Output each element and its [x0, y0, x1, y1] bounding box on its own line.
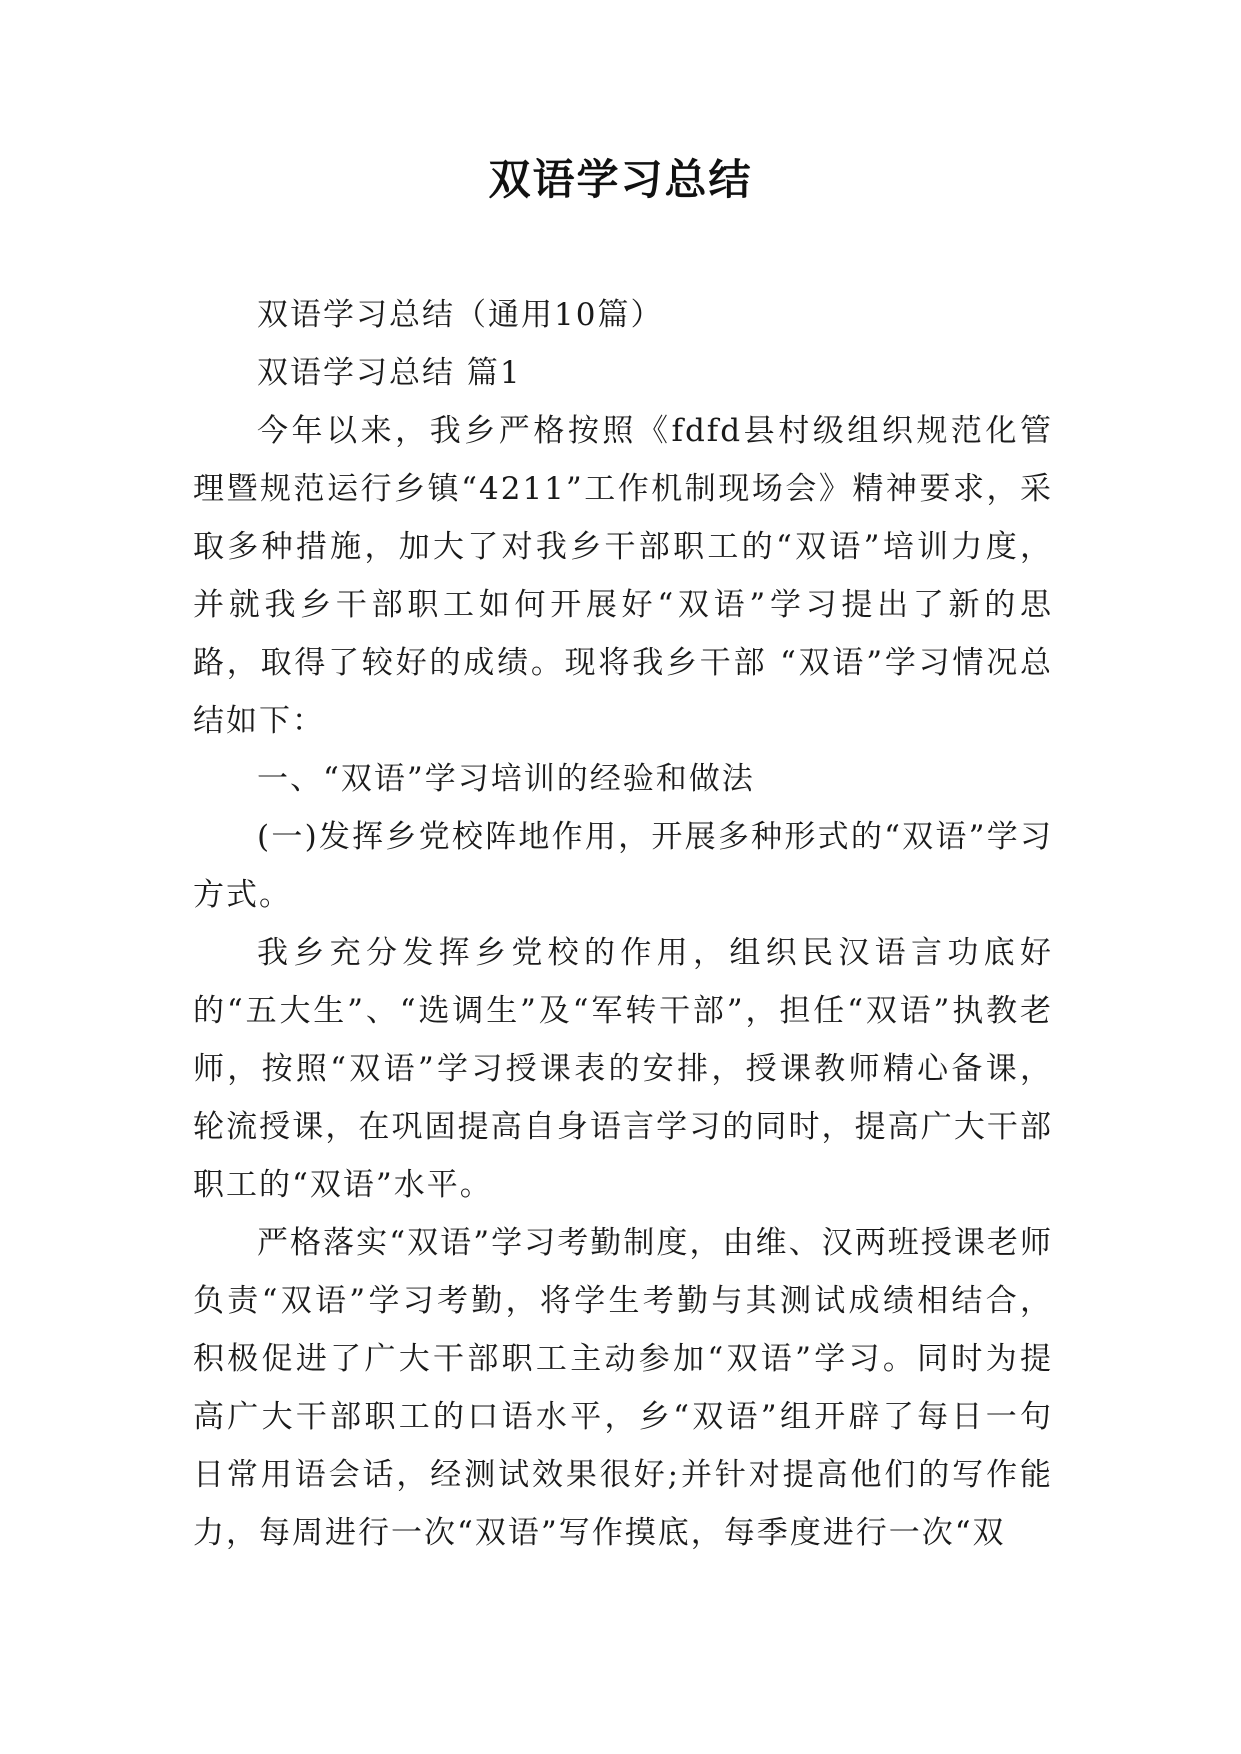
body-paragraph: 今年以来，我乡严格按照《fdfd县村级组织规范化管理暨规范运行乡镇“4211”工作机制现场会》精神要求，采取多种措施，加大了对我乡干部职工的“双语”培训力度，并就我乡干部职工如何开展好“双语”学习提出了新的思路，取得了较好的成绩。现将我乡干部 “双语”学习情况总结如下：: [193, 413, 1053, 739]
body-paragraph: 严格落实“双语”学习考勤制度，由维、汉两班授课老师负责“双语”学习考勤，将学生考勤与其测试成绩相结合，积极促进了广大干部职工主动参加“双语”学习。同时为提高广大干部职工的口语水平，乡“双语”组开辟了每日一句日常用语会话，经测试效果很好;并针对提高他们的写作能力，每周进行一次“双语”写作摸底，每季度进行一次“双: [193, 1225, 1053, 1551]
document-body: [193, 286, 1053, 1562]
subtitle-paragraph: 双语学习总结（通用10篇）: [257, 297, 664, 333]
document-title: 双语学习总结: [488, 155, 753, 204]
body-paragraph: 我乡充分发挥乡党校的作用，组织民汉语言功底好的“五大生”、“选调生”及“军转干部”，担任“双语”执教老师，按照“双语”学习授课表的安排，授课教师精心备课，轮流授课，在巩固提高自身语言学习的同时，提高广大干部职工的“双语”水平。: [193, 935, 1053, 1203]
subheading-paragraph: (一)发挥乡党校阵地作用，开展多种形式的“双语”学习方式。: [193, 819, 1053, 913]
heading-paragraph: 一、“双语”学习培训的经验和做法: [257, 761, 755, 797]
section-heading-paragraph: 双语学习总结 篇1: [257, 355, 522, 391]
